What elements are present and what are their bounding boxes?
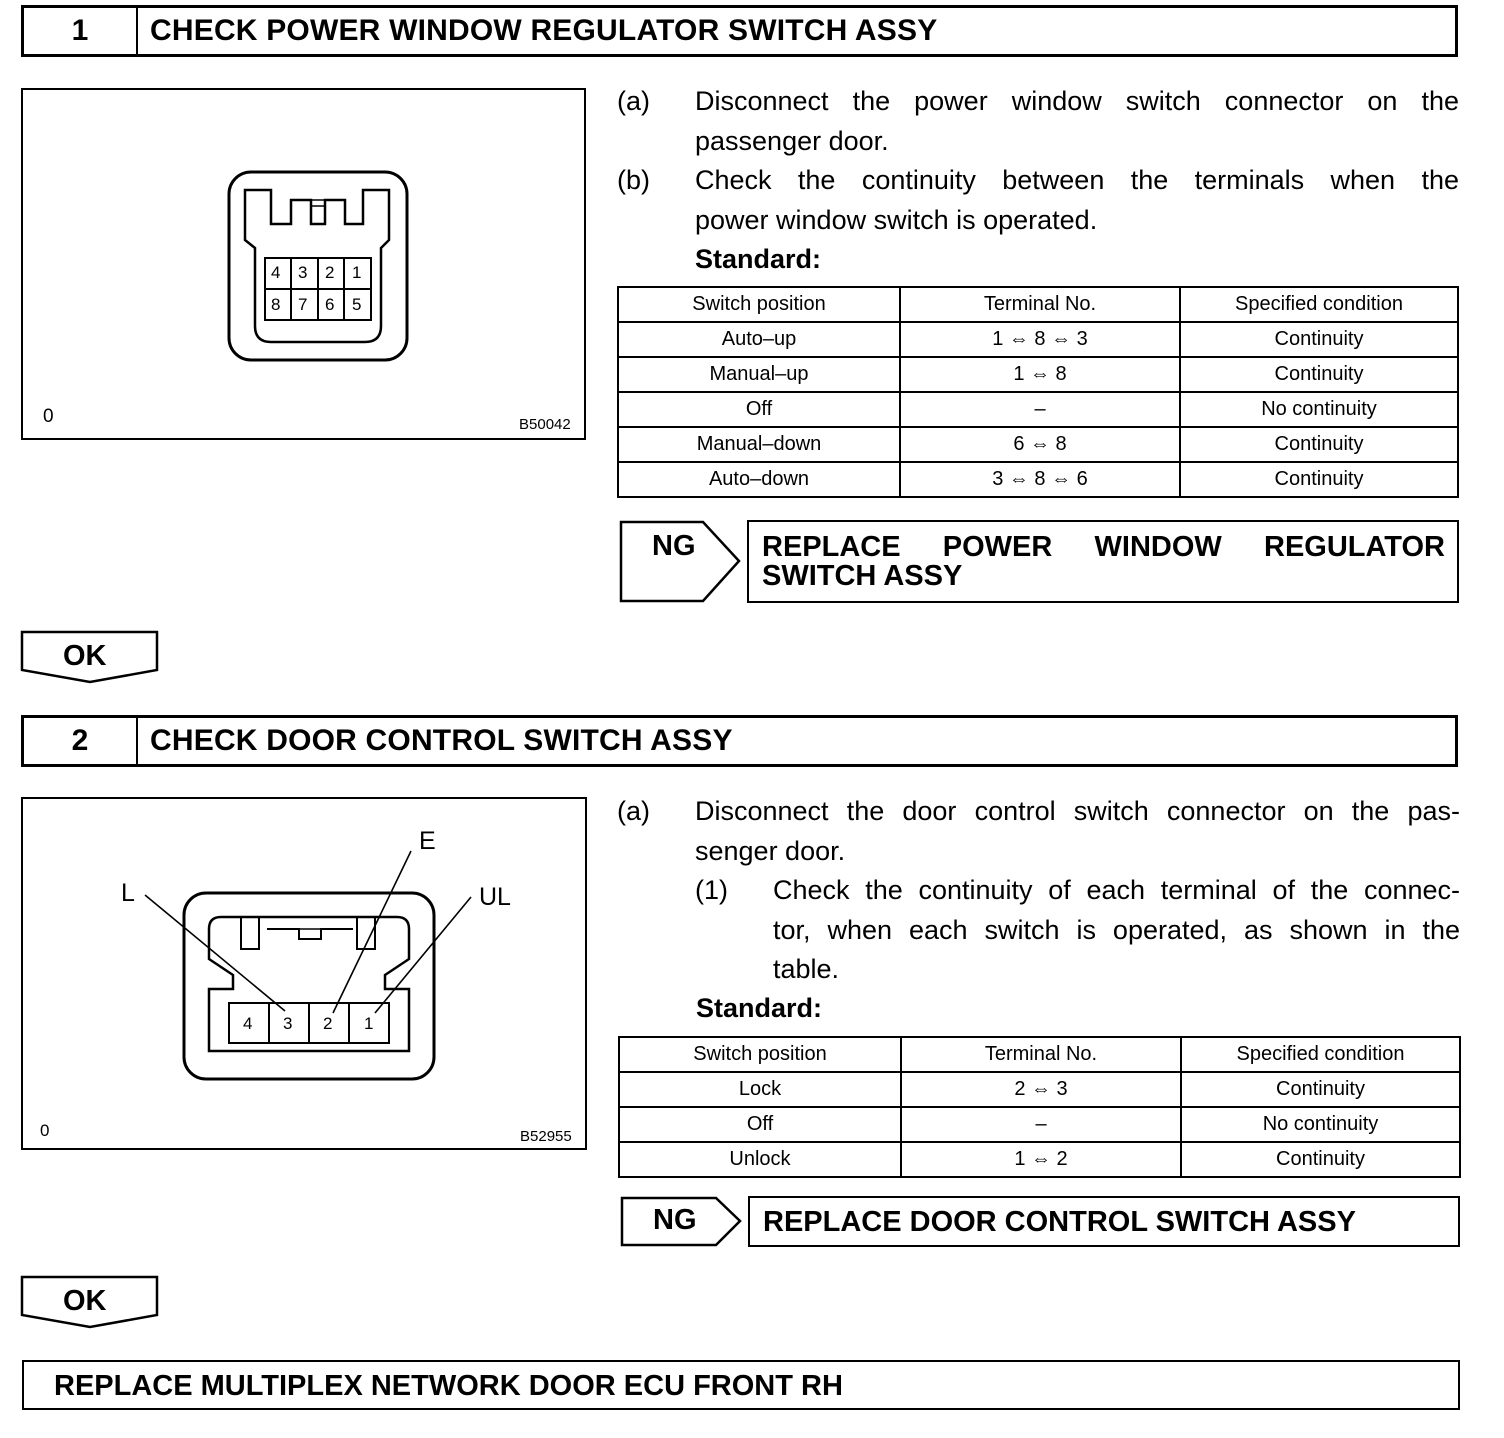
- step1-ok-branch: [20, 630, 160, 685]
- step2-header: [21, 715, 1458, 767]
- cell-condition: Continuity: [1181, 1072, 1460, 1107]
- cell-switch-position: Unlock: [619, 1142, 901, 1177]
- terminal-1: 1: [352, 263, 362, 282]
- ok-label: OK: [63, 640, 107, 672]
- table-row: [619, 1107, 1460, 1142]
- ng-action-text: SWITCH ASSY: [762, 560, 963, 592]
- terminal-4: 4: [271, 263, 281, 282]
- header-terminal-no: Terminal No.: [901, 1037, 1181, 1072]
- ng-action-box: [748, 1196, 1460, 1247]
- terminal-4: 4: [243, 1014, 253, 1033]
- label-e: E: [419, 827, 436, 855]
- cell-condition: Continuity: [1180, 322, 1458, 357]
- final-action-box: [22, 1360, 1460, 1410]
- cell-switch-position: Manual–up: [618, 357, 900, 392]
- ng-action-text: REPLACE DOOR CONTROL SWITCH ASSY: [763, 1206, 1356, 1238]
- cell-switch-position: Lock: [619, 1072, 901, 1107]
- terminal-2: 2: [323, 1014, 333, 1033]
- header-switch-position: Switch position: [619, 1037, 901, 1072]
- final-action-text: REPLACE MULTIPLEX NETWORK DOOR ECU FRONT RH: [54, 1370, 843, 1402]
- table-row: [619, 1072, 1460, 1107]
- door-control-connector-diagram: [23, 799, 585, 1148]
- table-row: [618, 322, 1458, 357]
- step1-ng-branch: [619, 520, 1459, 603]
- terminal-7: 7: [298, 295, 308, 314]
- figure-code: B50042: [519, 416, 571, 433]
- instruction-text: senger door.: [695, 835, 846, 866]
- cell-condition: Continuity: [1181, 1142, 1460, 1177]
- cell-terminal-no: 1 ⇔ 8 ⇔ 3: [900, 322, 1180, 357]
- table-header-row: [618, 287, 1458, 322]
- cell-terminal-no: 2 ⇔ 3: [901, 1072, 1181, 1107]
- terminal-3: 3: [298, 263, 308, 282]
- step2-spec-table: [618, 1036, 1461, 1178]
- step2-standard-label: Standard:: [696, 993, 823, 1023]
- cell-switch-position: Off: [619, 1107, 901, 1142]
- step2-instruction-1: [695, 871, 1460, 990]
- instruction-text: power window switch is operated.: [695, 204, 1098, 235]
- instruction-text: Disconnect the door control switch connector on the pas-: [695, 796, 1460, 826]
- cell-switch-position: Manual–down: [618, 427, 900, 462]
- figure-corner-mark: 0: [43, 406, 54, 427]
- cell-switch-position: Auto–up: [618, 322, 900, 357]
- ok-label: OK: [63, 1285, 107, 1317]
- instruction-text: tor, when each switch is operated, as shown in the: [773, 914, 1460, 945]
- step1-number: 1: [24, 8, 138, 54]
- table-row: [618, 392, 1458, 427]
- step1-standard-label: Standard:: [695, 244, 822, 274]
- label-l: L: [121, 879, 135, 907]
- cell-terminal-no: 6 ⇔ 8: [900, 427, 1180, 462]
- step1-instruction-b: [617, 161, 1459, 240]
- cell-terminal-no: 1 ⇔ 8: [900, 357, 1180, 392]
- step2-ng-branch: [620, 1196, 1460, 1247]
- ng-label: NG: [653, 1204, 697, 1236]
- header-terminal-no: Terminal No.: [900, 287, 1180, 322]
- step2-title: CHECK DOOR CONTROL SWITCH ASSY: [150, 724, 733, 757]
- step2-instruction-a: [617, 792, 1460, 871]
- cell-terminal-no: 3 ⇔ 8 ⇔ 6: [900, 462, 1180, 497]
- step-label: (a): [617, 796, 650, 826]
- table-header-row: [619, 1037, 1460, 1072]
- step1-header: [21, 5, 1458, 57]
- instruction-text: table.: [773, 954, 840, 984]
- terminal-3: 3: [283, 1014, 293, 1033]
- step2-number: 2: [24, 718, 138, 764]
- cell-condition: Continuity: [1180, 357, 1458, 392]
- instruction-text: passenger door.: [695, 125, 889, 156]
- cell-terminal-no: –: [900, 392, 1180, 427]
- step-label: (1): [695, 875, 728, 905]
- step1-figure: [21, 88, 586, 440]
- label-ul: UL: [479, 883, 511, 911]
- cell-condition: No continuity: [1181, 1107, 1460, 1142]
- ng-action-text: REPLACE POWER WINDOW REGULATOR: [762, 531, 1445, 563]
- step1-title: CHECK POWER WINDOW REGULATOR SWITCH ASSY: [150, 14, 938, 47]
- header-specified-condition: Specified condition: [1180, 287, 1458, 322]
- terminal-6: 6: [325, 295, 335, 314]
- cell-condition: No continuity: [1180, 392, 1458, 427]
- table-row: [618, 427, 1458, 462]
- figure-code: B52955: [520, 1128, 572, 1145]
- step1-instruction-a: [617, 82, 1459, 161]
- terminal-1: 1: [364, 1014, 374, 1033]
- step-label: (a): [617, 86, 650, 116]
- terminal-5: 5: [352, 295, 362, 314]
- cell-terminal-no: –: [901, 1107, 1181, 1142]
- instruction-text: Check the continuity between the terminals when the: [695, 165, 1459, 195]
- figure-corner-mark: 0: [40, 1121, 50, 1140]
- cell-condition: Continuity: [1180, 462, 1458, 497]
- ng-label: NG: [652, 530, 696, 562]
- terminal-2: 2: [325, 263, 335, 282]
- cell-condition: Continuity: [1180, 427, 1458, 462]
- step1-spec-table: [617, 286, 1459, 498]
- ng-action-box: [747, 520, 1459, 603]
- step2-ok-branch: [20, 1275, 160, 1330]
- cell-switch-position: Off: [618, 392, 900, 427]
- instruction-text: Check the continuity of each terminal of the connec-: [773, 875, 1460, 905]
- header-specified-condition: Specified condition: [1181, 1037, 1460, 1072]
- step-label: (b): [617, 165, 650, 195]
- instruction-text: Disconnect the power window switch connector on the: [695, 86, 1459, 116]
- table-row: [619, 1142, 1460, 1177]
- terminal-8: 8: [271, 295, 281, 314]
- step2-figure: [21, 797, 587, 1150]
- table-row: [618, 462, 1458, 497]
- table-row: [618, 357, 1458, 392]
- cell-terminal-no: 1 ⇔ 2: [901, 1142, 1181, 1177]
- cell-switch-position: Auto–down: [618, 462, 900, 497]
- header-switch-position: Switch position: [618, 287, 900, 322]
